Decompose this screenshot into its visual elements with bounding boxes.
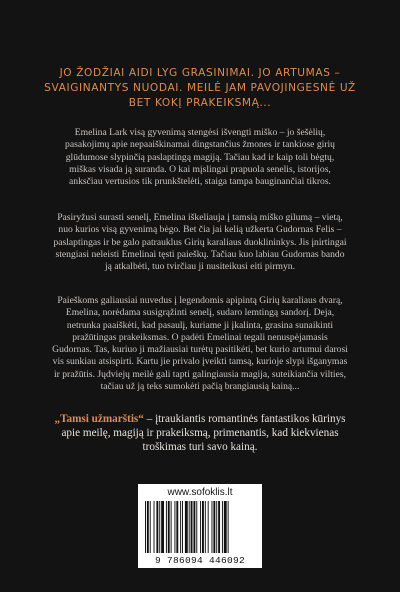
barcode-bar: [193, 501, 195, 553]
barcode-bar: [185, 501, 188, 553]
barcode-bar: [202, 501, 204, 553]
barcode-bar: [147, 501, 149, 553]
barcode-label: [138, 484, 262, 568]
barcode-bar: [189, 501, 190, 553]
tagline: JO ŽODŽIAI AIDI LYG GRASINIMAI. JO ARTUMAS – SVAIGINANTYS NUODAI. MEILĖ JAM PAVOJINGESNĖ UŽ BET KOKĮ PRAKEIKSMĄ...: [44, 67, 356, 109]
barcode-bar: [171, 501, 172, 553]
publisher-website: www.sofoklis.lt: [167, 487, 233, 498]
barcode-bar: [191, 501, 193, 553]
barcode-bar: [150, 501, 151, 553]
isbn-number: 9 786094 446092: [154, 555, 245, 566]
barcode-bar: [180, 501, 181, 553]
book-title: „Tamsi užmarštis“: [54, 413, 144, 425]
barcode-bar: [200, 501, 201, 553]
barcode-bar: [212, 501, 213, 553]
barcode-bar: [161, 501, 164, 553]
barcode-bar: [228, 501, 229, 553]
barcode: [145, 501, 255, 553]
blurb: [48, 412, 352, 455]
description-paragraph-3: Paieškoms galiausiai nuvedus į legendomis apipintą Girių karaliaus dvarą, Emelina, norėdama susigrąžinti senelį, sudaro lemtingą sandorį. Deja, netrunka paaiškėti, kad pasaulį, kuriame ji įkalinta, grasina sunaikinti pražūtingas prakeiksmas. O padėti Emelinai tegali nenuspėjamasis Gudornas. Tas, kuriuo ji mažiausiai turėtų pasitikėti, bet kurio artumui darosi vis sunkiau atsispirti. Kartu jie privalo įveikti tamsą, kurioje slypi išganymas ir pražūtis. Jųdviejų meilė gali tapti galingiausia magija, suteikiančia vilties, tačiau už ją teks sumokėti pačią brangiausią kainą...: [52, 295, 348, 393]
barcode-bar: [216, 501, 217, 553]
barcode-bar: [213, 501, 215, 553]
description-paragraph-1: Emelina Lark visą gyvenimą stengėsi išvengti miško – jo šešėlių, pasakojimų apie nepaaiškinamai dingstančius žmones ir tankiose girių glūdumose slypinčią paslaptingą magiją. Tačiau kad ir kaip toli bėgtų, miškas visada ją suranda. O kai mįslingai prapuola senelis, istorijos, anksčiau vertusios tik prunkštelėti, staiga tampa bauginančiai tikros.: [65, 127, 335, 188]
barcode-bar: [166, 501, 167, 553]
barcode-bar: [154, 501, 155, 553]
barcode-bar: [145, 501, 146, 553]
barcode-bar: [218, 501, 220, 553]
blurb-text: – įtraukiantis romantinės fantastikos kūrinys apie meilę, magiją ir prakeiksmą, primenantis, kad kiekvienas troškimas turi savo kainą.: [61, 413, 346, 454]
barcode-bar: [156, 501, 158, 553]
barcode-bar: [182, 501, 183, 553]
barcode-bar: [174, 501, 175, 553]
barcode-bar: [176, 501, 178, 553]
description-paragraph-2: Pasiryžusi surasti senelį, Emelina iškeliauja į tamsią miško gilumą – vietą, nuo kurios visą gyvenimą bėgo. Bet čia jai kelią užkerta Gudornas Felis – paslaptingas ir be galo patrauklus Girių karaliaus duoklininkys. Jis įnirtingai stengiasi neleisti Emelinai tęsti paieškų. Tačiau kuo labiau Gudornas bando ją atkalbėti, tuo tvirčiau ji nusiteikusi eiti pirmyn.: [53, 212, 347, 273]
barcode-bar: [208, 501, 209, 553]
barcode-bar: [159, 501, 160, 553]
barcode-bar: [196, 501, 197, 553]
barcode-bar: [222, 501, 223, 553]
barcode-bar: [168, 501, 170, 553]
barcode-bar: [205, 501, 206, 553]
barcode-bar: [224, 501, 227, 553]
